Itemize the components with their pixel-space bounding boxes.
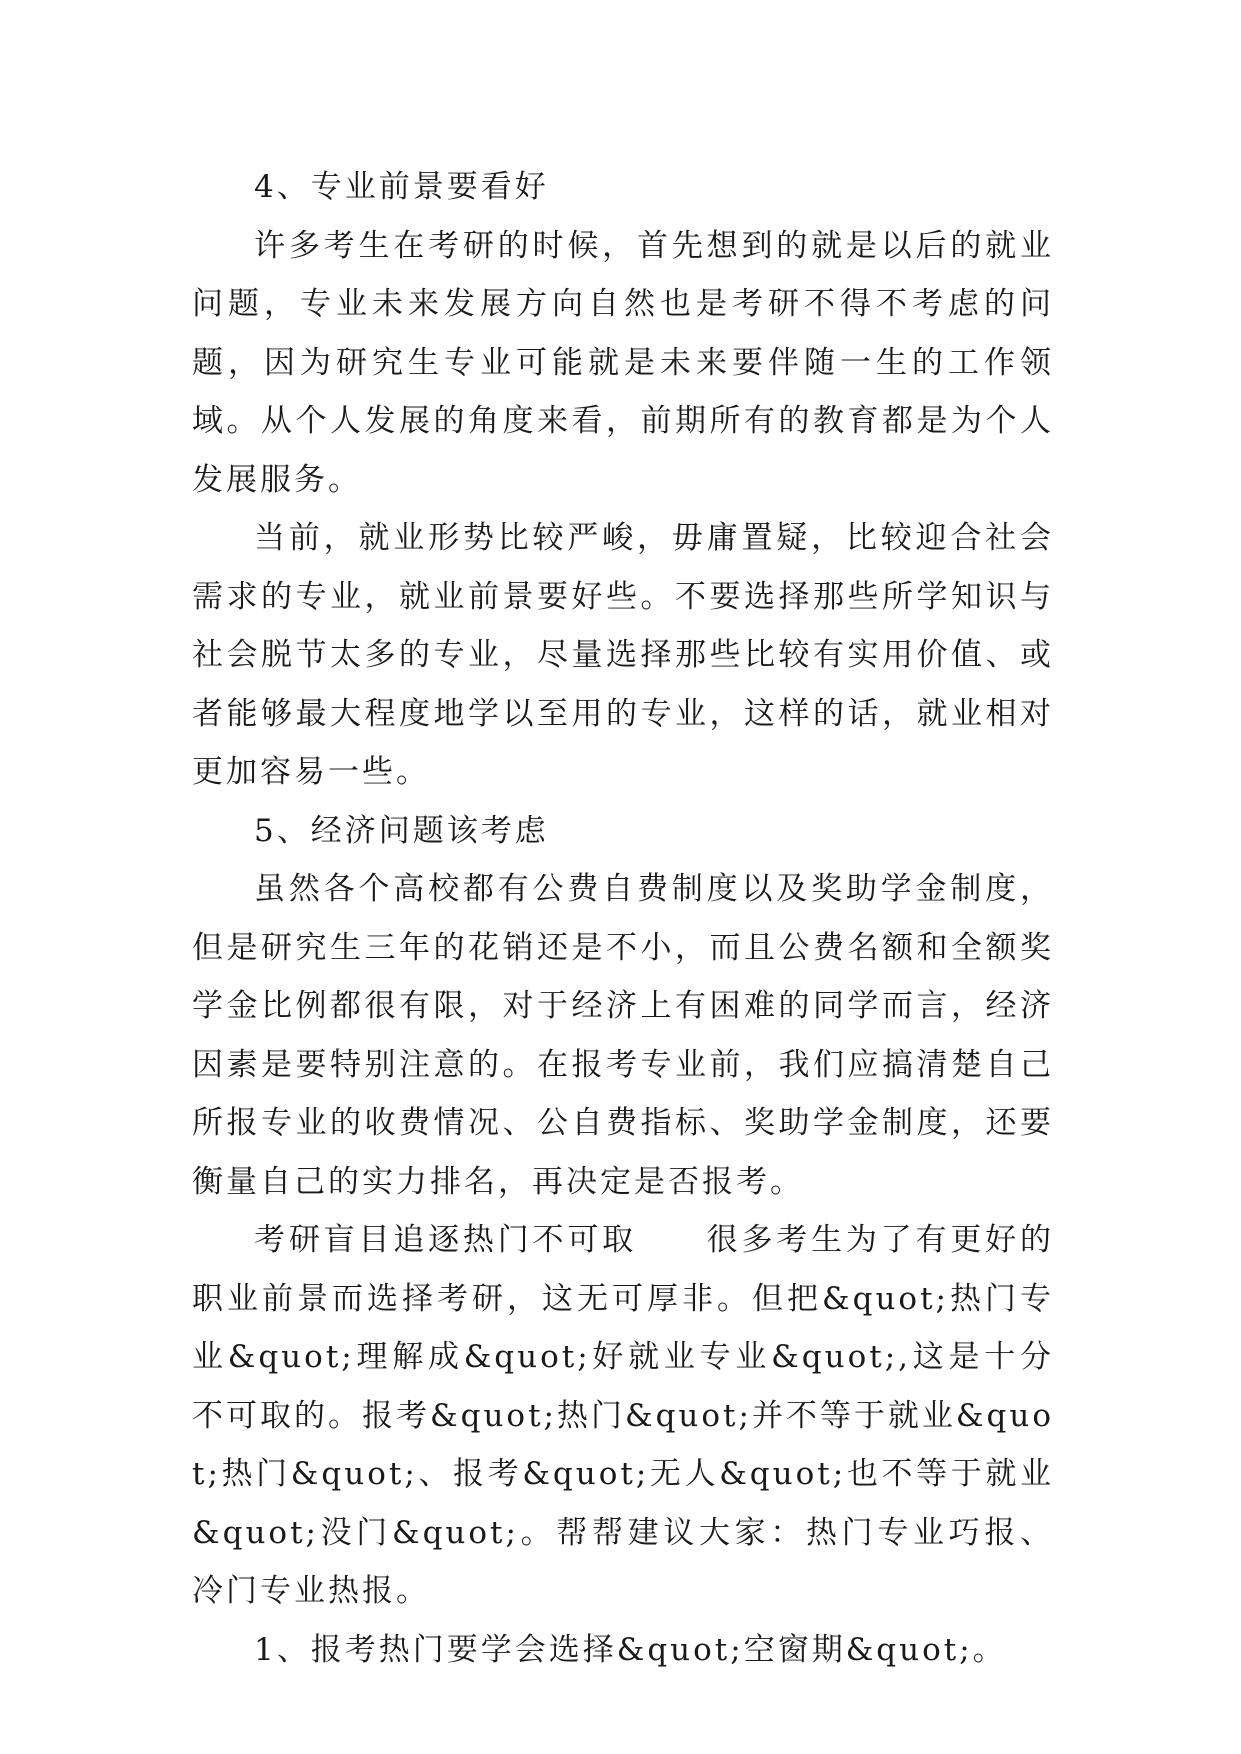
paragraph-popular-majors: 考研盲目追逐热门不可取 很多考生为了有更好的职业前景而选择考研，这无可厚非。但把&quot;热门专业&quot;理解成&quot;好就业专业&quot;,这是十分不可取的。报考&quot;热门&quot;并不等于就业&quot;热门&quot;、报考&quot;无人&quot;也不等于就业&quot;没门&quot;。帮帮建议大家：热门专业巧报、冷门专业热报。	[192, 1222, 1055, 1609]
section-heading-prospects: 4、专业前景要看好	[254, 169, 549, 205]
paragraph-costs: 虽然各个高校都有公费自费制度以及奖助学金制度，但是研究生三年的花销还是不小，而且公费名额和全额奖学金比例都很有限，对于经济上有困难的同学而言，经济因素是要特别注意的。在报考专业前，我们应搞清楚自己所报专业的收费情况、公自费指标、奖助学金制度，还要衡量自己的实力排名，再决定是否报考。	[192, 871, 1054, 1200]
document-body	[192, 158, 1054, 1679]
section-heading-window-period: 1、报考热门要学会选择&quot;空窗期&quot;。	[254, 1631, 1007, 1668]
section-heading-economics: 5、经济问题该考虑	[254, 812, 549, 849]
paragraph-job-market: 当前，就业形势比较严峻，毋庸置疑，比较迎合社会需求的专业，就业前景要好些。不要选择那些所学知识与社会脱节太多的专业，尽量选择那些比较有实用价值、或者能够最大程度地学以至用的专业，这样的话，就业相对更加容易一些。	[192, 520, 1054, 790]
paragraph-employment-concern: 许多考生在考研的时候，首先想到的就是以后的就业问题，专业未来发展方向自然也是考研不得不考虑的问题，因为研究生专业可能就是未来要伴随一生的工作领域。从个人发展的角度来看，前期所有的教育都是为个人发展服务。	[192, 227, 1054, 498]
